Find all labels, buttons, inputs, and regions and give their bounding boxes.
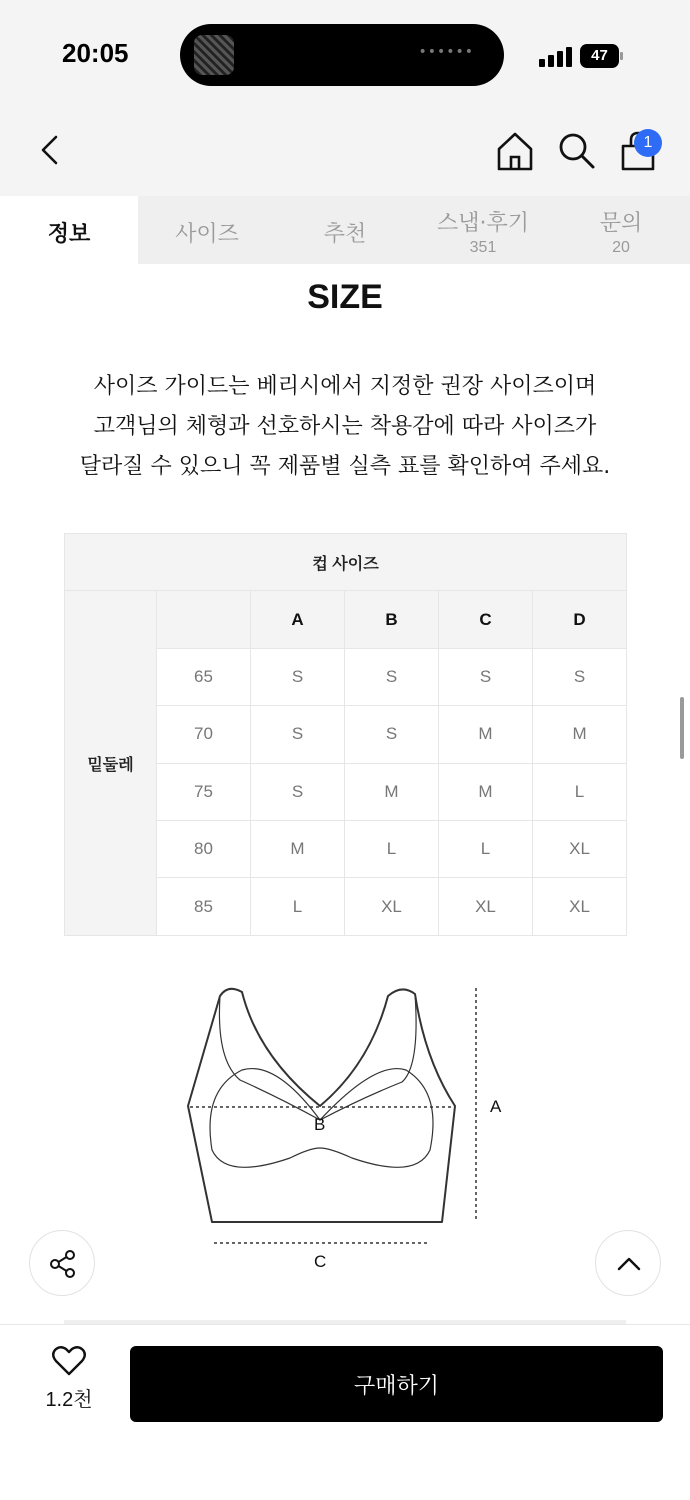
tab-label: 추천: [323, 222, 367, 247]
measure-label-a: A: [490, 1097, 502, 1116]
size-cell: L: [439, 820, 533, 877]
now-playing-thumbnail: [194, 35, 234, 75]
band-value: 75: [157, 763, 251, 820]
cup-column-header: A: [251, 591, 345, 648]
cart-count-badge: 1: [634, 129, 662, 157]
audio-wave-icon: ••••••: [418, 44, 474, 60]
bottom-action-bar: [0, 1324, 690, 1500]
size-chart-table: [64, 533, 627, 936]
band-value: 70: [157, 706, 251, 763]
scroll-indicator[interactable]: [680, 697, 684, 759]
size-cell: S: [533, 648, 627, 705]
buy-button[interactable]: 구매하기: [130, 1346, 663, 1422]
share-icon: [47, 1248, 79, 1280]
tab-label: 사이즈: [175, 222, 239, 247]
size-cell: XL: [345, 878, 439, 935]
size-cell: M: [439, 706, 533, 763]
status-bar: [0, 0, 690, 110]
size-cell: XL: [533, 820, 627, 877]
cellular-signal-icon: [539, 45, 573, 67]
home-icon[interactable]: [495, 130, 535, 172]
search-icon[interactable]: [556, 130, 596, 170]
cup-column-header: B: [345, 591, 439, 648]
tab-info[interactable]: [0, 196, 138, 264]
band-size-header: 밑둘레: [65, 591, 157, 935]
nav-bar: [0, 110, 690, 196]
size-cell: L: [345, 820, 439, 877]
band-value: 85: [157, 878, 251, 935]
section-title: SIZE: [307, 278, 383, 316]
chevron-up-icon: [613, 1248, 645, 1280]
heart-icon: [51, 1345, 87, 1377]
size-cell: L: [533, 763, 627, 820]
tab-snap-review[interactable]: [414, 196, 552, 264]
size-cell: M: [345, 763, 439, 820]
cup-column-header: C: [439, 591, 533, 648]
band-value: 65: [157, 648, 251, 705]
battery-icon: [580, 44, 624, 68]
tab-label: 정보: [47, 222, 91, 247]
cup-size-header: 컵 사이즈: [65, 534, 627, 591]
size-cell: XL: [439, 878, 533, 935]
size-cell: L: [251, 878, 345, 935]
size-cell: S: [251, 706, 345, 763]
size-cell: S: [439, 648, 533, 705]
tab-label: 문의: [599, 211, 643, 236]
size-cell: M: [533, 706, 627, 763]
status-time: 20:05: [62, 38, 129, 68]
product-tabs: [0, 196, 690, 264]
like-count: 1.2천: [45, 1389, 93, 1411]
description-line: 달라질 수 있으니 꼭 제품별 실측 표를 확인하여 주세요.: [79, 454, 611, 479]
dynamic-island: [180, 24, 504, 86]
measure-label-b: B: [314, 1115, 326, 1134]
table-corner: [157, 591, 251, 648]
size-cell: S: [345, 648, 439, 705]
like-button[interactable]: [36, 1345, 102, 1425]
size-cell: S: [345, 706, 439, 763]
band-value: 80: [157, 820, 251, 877]
back-chevron-icon[interactable]: [34, 132, 70, 168]
size-guide-description: [0, 367, 690, 487]
share-button[interactable]: [29, 1230, 95, 1296]
measure-label-c: C: [314, 1252, 327, 1271]
tab-count: 351: [469, 239, 497, 256]
size-cell: S: [251, 763, 345, 820]
tab-size[interactable]: [138, 196, 276, 264]
cup-column-header: D: [533, 591, 627, 648]
description-line: 고객님의 체형과 선호하시는 착용감에 따라 사이즈가: [93, 414, 597, 439]
tab-recommend[interactable]: [276, 196, 414, 264]
tab-label: 스냅·후기: [436, 211, 529, 236]
bra-measurement-diagram: [180, 980, 520, 1280]
battery-level: 47: [580, 44, 619, 68]
tab-count: 20: [612, 239, 630, 256]
size-cell: M: [251, 820, 345, 877]
description-line: 사이즈 가이드는 베리시에서 지정한 권장 사이즈이며: [93, 374, 597, 399]
size-cell: M: [439, 763, 533, 820]
tab-inquiry[interactable]: [552, 196, 690, 264]
scroll-to-top-button[interactable]: [595, 1230, 661, 1296]
size-cell: S: [251, 648, 345, 705]
size-cell: XL: [533, 878, 627, 935]
